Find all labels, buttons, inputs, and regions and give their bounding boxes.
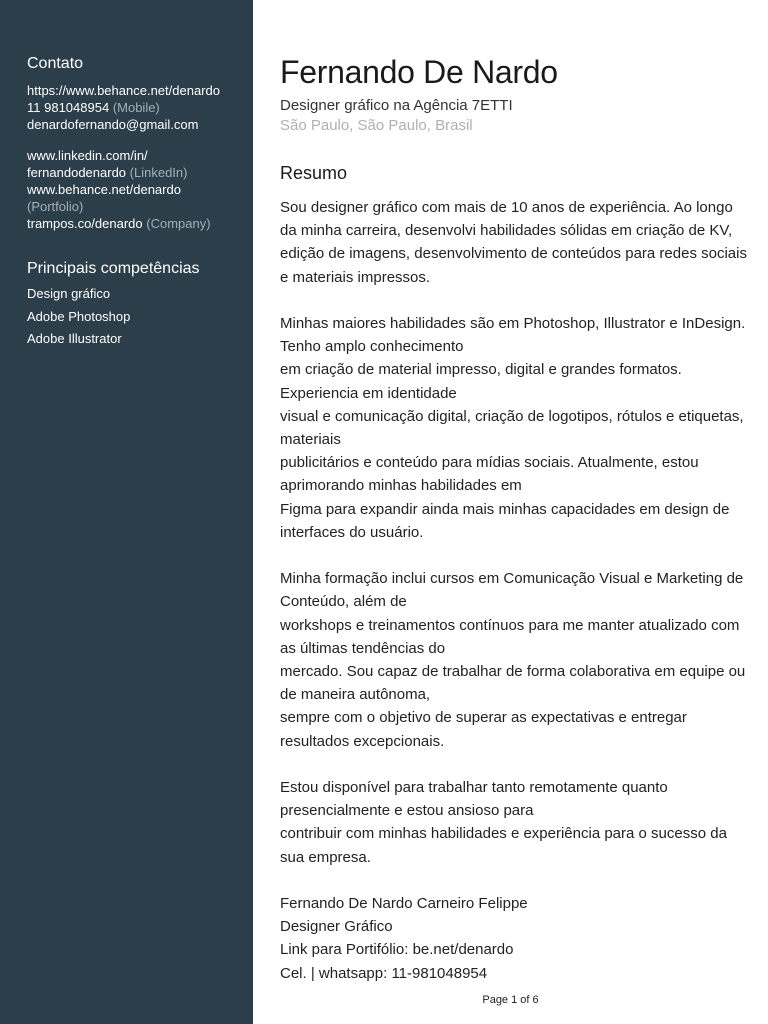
- contact-text: 11 981048954: [27, 100, 110, 115]
- contact-list: [27, 82, 220, 133]
- summary-line: Sou designer gráfico com mais de 10 anos de experiência. Ao longo da minha carreira, desenvolvi habilidades sólidas em criação de KV, edição de imagens, desenvolvimento de conteúdos para redes sociais e materiais impressos.: [280, 199, 747, 286]
- link-line: [27, 198, 211, 215]
- link-line[interactable]: [27, 215, 211, 232]
- summary-paragraph: [280, 196, 750, 289]
- summary-line: mercado. Sou capaz de trabalhar de forma colaborativa em equipe ou de maneira autônoma,: [280, 663, 746, 704]
- profile-location: São Paulo, São Paulo, Brasil: [280, 117, 473, 134]
- profile-headline: Designer gráfico na Agência 7ETTI: [280, 97, 513, 114]
- link-text[interactable]: fernandodenardo: [27, 165, 127, 180]
- contact-text[interactable]: denardofernando@gmail.com: [27, 117, 199, 132]
- links-list: [27, 147, 211, 232]
- link-note: (Company): [146, 216, 211, 231]
- link-note: (LinkedIn): [129, 165, 188, 180]
- signature-line: Cel. | whatsapp: 11-981048954: [280, 964, 488, 982]
- link-text[interactable]: www.linkedin.com/in/: [27, 148, 148, 163]
- signature-line: Link para Portifólio: be.net/denardo: [280, 941, 514, 959]
- summary-line: contribuir com minhas habilidades e experiência para o sucesso da sua empresa.: [280, 825, 727, 866]
- summary-paragraph: [280, 776, 750, 869]
- contact-note: (Mobile): [112, 100, 160, 115]
- contact-line[interactable]: [27, 82, 220, 99]
- signature-block: [280, 892, 750, 985]
- skills-list: [27, 283, 130, 351]
- summary-title: Resumo: [280, 163, 348, 183]
- skill-item: Adobe Photoshop: [27, 308, 131, 324]
- summary-line: Minhas maiores habilidades são em Photoshop, Illustrator e InDesign. Tenho amplo conhecimento: [280, 315, 746, 356]
- contact-text[interactable]: https://www.behance.net/denardo: [27, 83, 220, 98]
- summary-body: [280, 196, 750, 1008]
- page-number: Page 1 of 6: [482, 994, 539, 1006]
- link-text[interactable]: trampos.co/denardo: [27, 216, 143, 231]
- signature-line: Designer Gráfico: [280, 918, 393, 936]
- contact-heading: Contato: [27, 55, 84, 72]
- summary-line: em criação de material impresso, digital e grandes formatos. Experiencia em identidade: [280, 361, 682, 402]
- summary-line: visual e comunicação digital, criação de logotipos, rótulos e etiquetas, materiais: [280, 407, 744, 449]
- summary-line: sempre com o objetivo de superar as expectativas e entregar resultados excepcionais.: [280, 709, 687, 750]
- link-line[interactable]: [27, 147, 211, 164]
- signature-line: Fernando De Nardo Carneiro Felippe: [280, 895, 528, 913]
- summary-paragraph: [280, 567, 750, 753]
- contact-line[interactable]: [27, 116, 220, 133]
- link-line[interactable]: [27, 181, 211, 198]
- skills-heading: Principais competências: [27, 260, 200, 277]
- summary-paragraph: [280, 312, 750, 544]
- summary-line: publicitários e conteúdo para mídias sociais. Atualmente, estou aprimorando minhas habilidades em: [280, 454, 699, 495]
- summary-line: workshops e treinamentos contínuos para me manter atualizado com as últimas tendências do: [280, 616, 740, 657]
- skill-item: Adobe Illustrator: [27, 331, 122, 346]
- link-note: (Portfolio): [27, 199, 84, 214]
- summary-line: Figma para expandir ainda mais minhas capacidades em design de interfaces do usuário.: [280, 500, 730, 541]
- profile-name: Fernando De Nardo: [280, 54, 558, 90]
- summary-line: Estou disponível para trabalhar tanto remotamente quanto presencialmente e estou ansioso para: [280, 779, 668, 820]
- summary-line: Minha formação inclui cursos em Comunicação Visual e Marketing de Conteúdo, além de: [280, 570, 744, 611]
- sidebar: [0, 0, 253, 1024]
- skill-item: Design gráfico: [27, 286, 111, 301]
- link-text[interactable]: www.behance.net/denardo: [27, 182, 181, 197]
- contact-line: [27, 99, 220, 116]
- link-line[interactable]: [27, 164, 211, 181]
